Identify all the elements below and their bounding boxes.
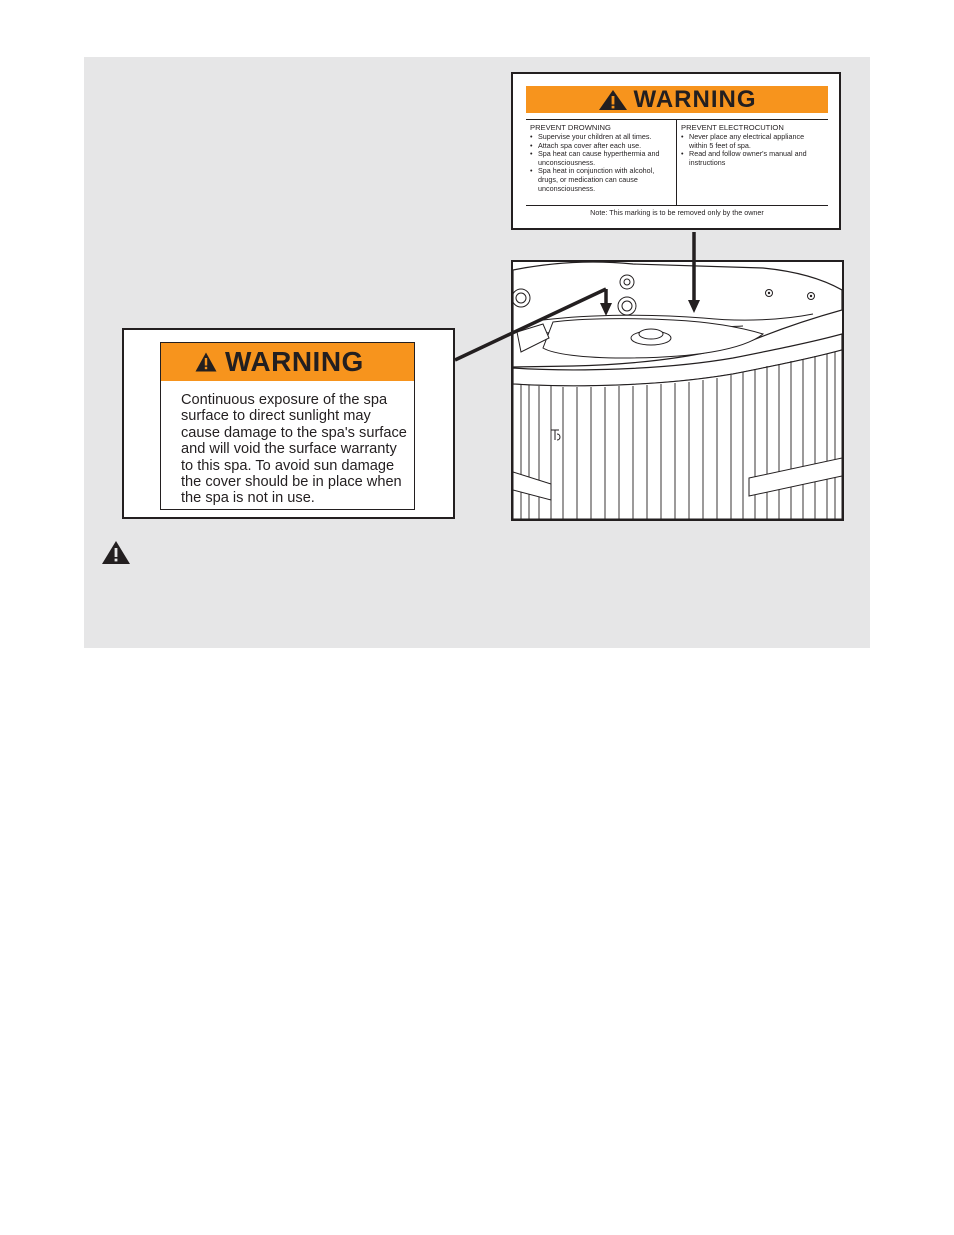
warning-banner-text: WARNING [225, 346, 364, 377]
prevent-drowning-column [526, 120, 677, 205]
alert-icon [101, 540, 131, 565]
list-item: • Spa heat can cause hyperthermia and unconsciousness. [530, 150, 672, 167]
removal-note: Note: This marking is to be removed only by the owner [590, 208, 764, 217]
list-item: • Attach spa cover after each use. [530, 142, 672, 151]
warning-triangle-icon [195, 352, 217, 372]
sunlight-warning-text: Continuous exposure of the spa surface to direct sunlight may cause damage to the spa's surface and will void the surface warranty to this spa. To avoid sun damage the cover should be in place when the spa is not in use. [181, 392, 407, 507]
warning-banner-text: WARNING [633, 85, 757, 113]
warning-banner [161, 343, 414, 381]
drowning-warning-label [511, 72, 841, 230]
prevent-drowning-heading: PREVENT DROWNING [530, 123, 611, 132]
list-item: • Supervise your children at all times. [530, 133, 672, 142]
sunlight-warning-label [122, 328, 455, 519]
list-item: • Never place any electrical appliance within 5 feet of spa. [681, 133, 824, 150]
list-item: • Spa heat in conjunction with alcohol, drugs, or medication can cause unconsciousness. [530, 167, 672, 193]
spa-illustration [511, 260, 844, 521]
warning-triangle-icon [598, 89, 628, 111]
warning-banner [526, 86, 828, 113]
prevent-electrocution-heading: PREVENT ELECTROCUTION [681, 123, 784, 132]
prevent-electrocution-column [677, 120, 828, 205]
list-item: • Read and follow owner's manual and instructions [681, 150, 824, 167]
